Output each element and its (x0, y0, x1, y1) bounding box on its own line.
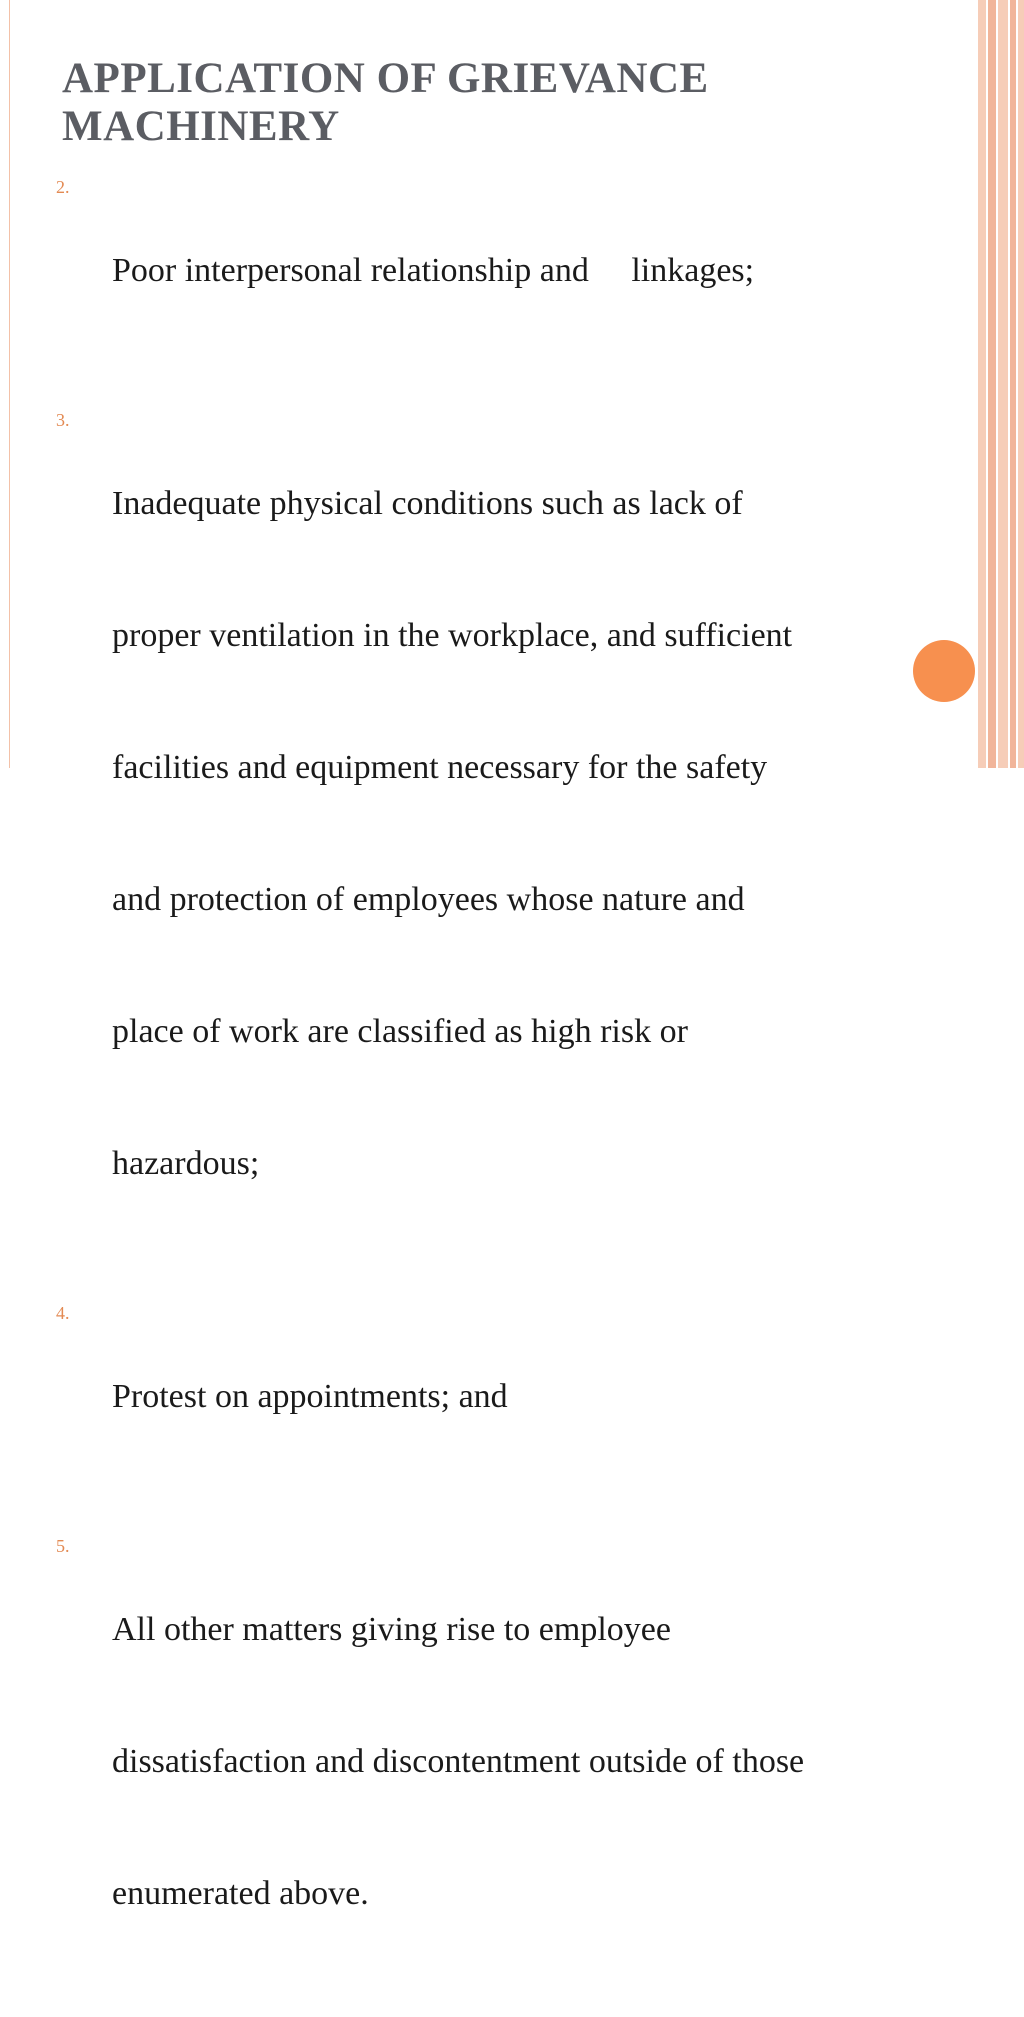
list-item-line: All other matters giving rise to employee (112, 1611, 671, 1648)
list-item (56, 394, 991, 1274)
list-item-number: 5. (56, 1536, 70, 1556)
slide-title-line: MACHINERY (62, 103, 340, 150)
list-item-line: dissatisfaction and discontentment outside of those (112, 1743, 805, 1780)
list-item-text (112, 161, 991, 381)
list-item-number: 2. (56, 177, 70, 197)
left-border-line (9, 0, 10, 768)
numbered-list (56, 161, 991, 2017)
list-item-line: hazardous; (112, 1145, 260, 1182)
list-item-line: enumerated above. (112, 1875, 369, 1912)
list-item (56, 1520, 991, 2004)
right-decorative-stripe (1010, 0, 1016, 768)
decorative-orange-circle (913, 640, 975, 702)
list-item-number: 4. (56, 1303, 70, 1323)
right-decorative-stripe (1018, 0, 1024, 768)
list-item-line: and protection of employees whose nature and (112, 881, 745, 918)
right-decorative-stripe (998, 0, 1008, 768)
list-item (56, 161, 991, 381)
list-item-line: facilities and equipment necessary for the safety (112, 749, 768, 786)
list-item-number: 3. (56, 410, 70, 430)
list-item-text (112, 1520, 991, 2004)
list-item-line: Inadequate physical conditions such as lack of (112, 485, 743, 522)
list-item (56, 1287, 991, 1507)
list-item-line: place of work are classified as high risk or (112, 1013, 688, 1050)
slide-title-line: APPLICATION OF GRIEVANCE (62, 55, 709, 102)
list-item-line: Protest on appointments; and (112, 1378, 508, 1415)
list-item-line: proper ventilation in the workplace, and sufficient (112, 617, 793, 654)
list-item-text (112, 1287, 991, 1507)
list-item-line: Poor interpersonal relationship and linkages; (112, 252, 755, 289)
slide-title (62, 55, 942, 151)
list-item-text (112, 394, 991, 1274)
